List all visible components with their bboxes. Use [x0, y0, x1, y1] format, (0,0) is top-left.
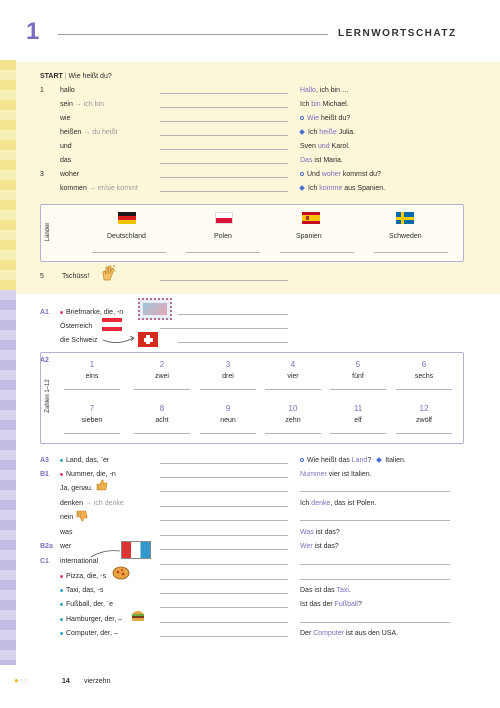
lower-row-example: Was ist das? — [300, 529, 340, 536]
number-digit: 12 — [419, 404, 429, 413]
pink-bullet-icon — [60, 473, 63, 476]
number-word: sieben — [81, 417, 103, 424]
blue-bullet-icon — [60, 603, 63, 606]
start-row-example: Ich komme aus Spanien. — [300, 184, 385, 193]
start-row-example: Ich heiße Julia. — [300, 128, 355, 137]
austria-flag — [102, 318, 122, 331]
start-row-word: woher — [60, 171, 80, 178]
number-digit: 9 — [225, 404, 231, 413]
start-question: Wie heißt du? — [68, 73, 112, 80]
start-row-number: 3 — [40, 171, 44, 178]
arrow-icon: → — [82, 500, 94, 507]
number-digit: 2 — [159, 360, 165, 369]
number-digit: 10 — [288, 404, 298, 413]
start-row-example: Das ist Maria. — [300, 157, 343, 164]
country-sweden: Schweden — [389, 233, 422, 240]
sidebar-stripe-yellow — [0, 60, 16, 290]
diamond-marker-icon — [299, 185, 305, 191]
start-row-word: wie — [60, 115, 71, 122]
number-word: sechs — [414, 373, 434, 380]
circle-marker-icon — [300, 116, 304, 120]
tschuess-word: Tschüss! — [62, 273, 90, 280]
number-digit: 8 — [159, 404, 165, 413]
tschuess-number: 5 — [40, 273, 44, 280]
lightbulb-icon: ○ — [18, 676, 24, 685]
start-row-word: sein → ich bin — [60, 101, 104, 108]
number-digit: 4 — [290, 360, 296, 369]
diamond-marker-icon — [376, 457, 382, 463]
blue-bullet-icon — [60, 589, 63, 592]
row-label: B2a — [40, 543, 53, 550]
number-word: zwölf — [416, 417, 432, 424]
lower-row-word: denken → ich denke — [60, 500, 124, 507]
number-digit: 11 — [353, 404, 363, 413]
start-row-example: Wie heißt du? — [300, 114, 350, 123]
header-rule — [58, 34, 328, 35]
lower-row-word: Pizza, die, -s — [60, 572, 106, 581]
lower-row-word: Ja, genau. — [60, 485, 93, 492]
switzerland-flag — [138, 332, 158, 347]
row-label: C1 — [40, 558, 49, 565]
number-digit: 6 — [421, 360, 427, 369]
unit-number: 1 — [26, 18, 40, 45]
lower-row-example: Nummer vier ist Italien. — [300, 471, 372, 478]
start-heading: START | Wie heißt du? — [40, 73, 112, 80]
section-title: LERNWORTSCHATZ — [338, 28, 457, 39]
start-row-number: 1 — [40, 87, 44, 94]
country-germany: Deutschland — [107, 233, 146, 240]
start-row-word: und — [60, 143, 72, 150]
start-row-example: Sven und Karol. — [300, 143, 350, 150]
thumbs-down-icon — [76, 510, 88, 522]
blue-bullet-icon — [60, 632, 63, 635]
arrow-international-icon — [90, 547, 122, 559]
poland-flag — [215, 212, 233, 224]
row-label: B1 — [40, 471, 49, 478]
stamp-icon — [138, 298, 172, 320]
start-row-word: das — [60, 157, 72, 164]
start-row-example: Und woher kommst du? — [300, 170, 381, 179]
number-digit: 7 — [89, 404, 95, 413]
lower-row-word: Nummer, die, -n — [60, 470, 116, 479]
arrow-icon: → — [86, 185, 98, 192]
lower-row-word: wer — [60, 543, 72, 550]
number-word: eins — [85, 373, 99, 380]
number-word: neun — [220, 417, 236, 424]
waving-hand-icon — [100, 264, 116, 282]
country-poland: Polen — [214, 233, 232, 240]
circle-marker-icon — [300, 458, 304, 462]
laender-side-label: Länder — [45, 222, 51, 242]
hamburger-icon — [130, 608, 146, 622]
lower-row-word: international — [60, 558, 99, 565]
number-digit: 3 — [225, 360, 231, 369]
start-row-example: Ich bin Michael. — [300, 101, 349, 108]
lower-row-example: Ich denke, das ist Polen. — [300, 500, 377, 507]
lower-row-word: Computer, der, – — [60, 629, 118, 638]
arrow-icon — [102, 332, 136, 344]
blue-bullet-icon — [60, 618, 63, 621]
zahlen-side-label: Zahlen 1–12 — [45, 379, 51, 413]
arrow-icon: → — [72, 101, 84, 108]
start-label: START — [40, 73, 63, 80]
a1-label: A1 — [40, 309, 49, 316]
lower-row-example: Wer ist das? — [300, 543, 339, 550]
start-row-example: Hallo, ich bin … — [300, 87, 350, 94]
number-word: vier — [287, 373, 299, 380]
thumbs-up-icon — [96, 479, 108, 491]
number-word: acht — [155, 417, 169, 424]
number-word: drei — [222, 373, 234, 380]
lower-row-example: Der Computer ist aus den USA. — [300, 630, 399, 637]
pink-bullet-icon — [60, 575, 63, 578]
number-digit: 1 — [89, 360, 95, 369]
start-row-word: heißen → du heißt — [60, 129, 118, 136]
start-row-word: kommen → er/sie kommt — [60, 185, 138, 192]
number-word: zwei — [154, 373, 169, 380]
international-flags-icon — [121, 541, 151, 559]
arrow-icon: → — [81, 129, 93, 136]
page-number: 14 — [62, 678, 70, 685]
start-row-word: hallo — [60, 87, 75, 94]
pizza-icon — [112, 566, 130, 580]
a1-item-oesterreich: Österreich — [60, 323, 93, 330]
lower-row-word: Hamburger, der, – — [60, 615, 122, 624]
sweden-flag — [396, 212, 414, 224]
a2-label: A2 — [40, 357, 49, 364]
country-spain: Spanien — [296, 233, 322, 240]
circle-marker-icon — [300, 172, 304, 176]
lower-row-example: Das ist das Taxi. — [300, 587, 351, 594]
lower-row-word: was — [60, 529, 73, 536]
spain-flag — [302, 212, 320, 224]
a1-item-schweiz: die Schweiz — [60, 337, 98, 344]
page-word: vierzehn — [84, 678, 111, 685]
number-digit: 5 — [355, 360, 361, 369]
lower-row-word: Fußball, der, ¨e — [60, 600, 113, 609]
lightbulb-icons — [14, 676, 29, 685]
a1-item-briefmarke: Briefmarke, die, -n — [60, 308, 123, 317]
lower-row-word: Taxi, das, -s — [60, 586, 103, 595]
number-word: zehn — [285, 417, 301, 424]
row-label: A3 — [40, 457, 49, 464]
number-word: fünf — [352, 373, 364, 380]
lower-row-word: nein — [60, 514, 74, 521]
blue-bullet-icon — [60, 459, 63, 462]
lightbulb-icon: ○ — [23, 676, 29, 685]
lower-row-example: Ist das der Fußball? — [300, 601, 362, 608]
number-word: elf — [354, 417, 362, 424]
diamond-marker-icon — [299, 129, 305, 135]
germany-flag — [118, 212, 136, 224]
lower-row-example: Wie heißt das Land? Italien. — [300, 456, 406, 465]
lower-row-word: Land, das, ¨er — [60, 456, 109, 465]
lightbulb-icon: ● — [14, 676, 19, 685]
